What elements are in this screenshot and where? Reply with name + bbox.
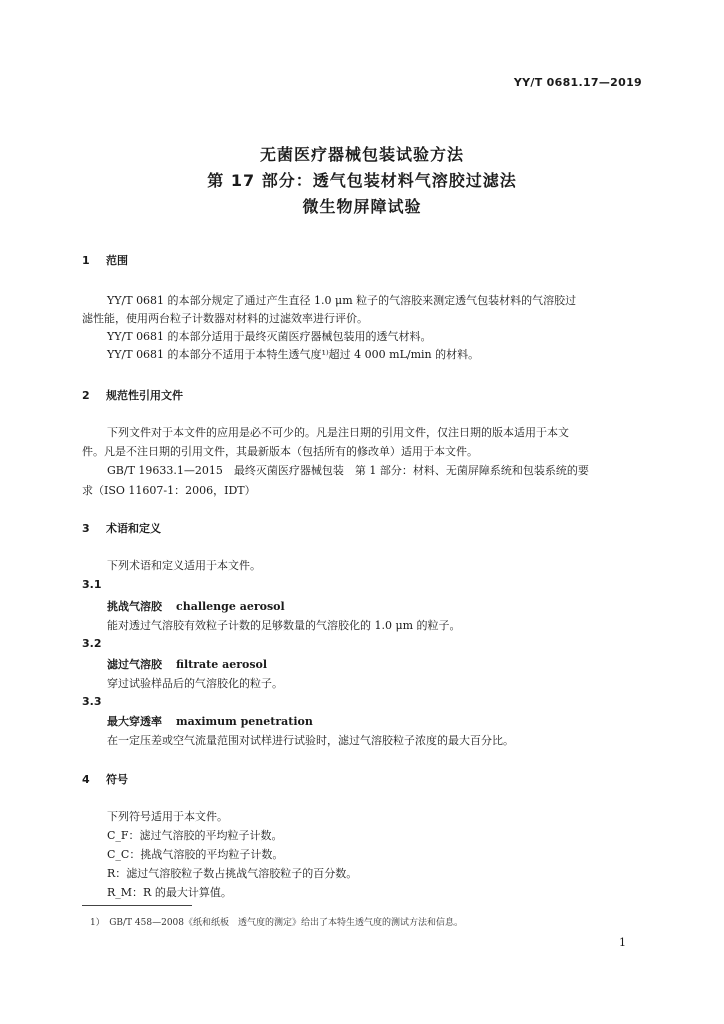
- section-2-paragraph-1a: 下列文件对于本文件的应用是必不可少的。凡是注日期的引用文件，仅注日期的版本适用于本文: [107, 426, 569, 439]
- section-2-number: 2: [82, 389, 90, 402]
- section-4-heading: [82, 771, 128, 787]
- term-title: [107, 598, 285, 614]
- term-en: maximum penetration: [176, 715, 313, 728]
- symbol-item: R：滤过气溶胶粒子数占挑战气溶胶粒子的百分数。: [107, 867, 358, 880]
- section-1-paragraph-1b: 滤性能，使用两台粒子计数器对材料的过滤效率进行评价。: [82, 312, 368, 325]
- section-2-paragraph-1b: 件。凡是不注日期的引用文件，其最新版本（包括所有的修改单）适用于本文件。: [82, 445, 478, 458]
- symbol-item: C_C：挑战气溶胶的平均粒子计数。: [107, 848, 284, 861]
- term-number: 3.1: [82, 578, 102, 591]
- term-title: [107, 713, 313, 729]
- section-4-title: 符号: [106, 773, 128, 786]
- section-3-title: 术语和定义: [106, 522, 161, 535]
- section-3-number: 3: [82, 522, 90, 535]
- section-1-title: 范围: [106, 254, 128, 267]
- symbol-item: R_M：R 的最大计算值。: [107, 886, 232, 899]
- term-definition: 能对透过气溶胶有效粒子计数的足够数量的气溶胶化的 1.0 μm 的粒子。: [107, 619, 461, 632]
- term-number: 3.3: [82, 695, 102, 708]
- section-1-heading: [82, 252, 128, 268]
- term-number: 3.2: [82, 637, 102, 650]
- term-title: [107, 656, 267, 672]
- section-2-reference-b: 求（ISO 11607-1：2006，IDT）: [82, 484, 256, 497]
- section-4-intro: 下列符号适用于本文件。: [107, 810, 228, 823]
- section-1-paragraph-1a: YY/T 0681 的本部分规定了通过产生直径 1.0 μm 粒子的气溶胶来测定透气包装材料的气溶胶过: [107, 294, 577, 307]
- section-3-intro: 下列术语和定义适用于本文件。: [107, 559, 261, 572]
- section-2-heading: [82, 387, 183, 403]
- symbol-item: C_F：滤过气溶胶的平均粒子计数。: [107, 829, 283, 842]
- term-en: challenge aerosol: [176, 600, 285, 613]
- term-definition: 穿过试验样品后的气溶胶化的粒子。: [107, 677, 283, 690]
- section-2-title: 规范性引用文件: [106, 389, 183, 402]
- title-line-3: 微生物屏障试验: [302, 197, 422, 216]
- page-number: 1: [619, 936, 626, 949]
- section-4-number: 4: [82, 773, 90, 786]
- section-1-paragraph-3: YY/T 0681 的本部分不适用于本特生透气度¹⁾超过 4 000 mL/min 的材料。: [107, 348, 480, 361]
- footnote: 1） GB/T 458—2008《纸和纸板 透气度的测定》给出了本特生透气度的测试方法和信息。: [90, 918, 464, 928]
- term-en: filtrate aerosol: [176, 658, 268, 671]
- term-definition: 在一定压差或空气流量范围对试样进行试验时，滤过气溶胶粒子浓度的最大百分比。: [107, 734, 514, 747]
- title-line-2: 第 17 部分：透气包装材料气溶胶过滤法: [207, 171, 517, 190]
- term-cn: 挑战气溶胶: [107, 600, 162, 613]
- standard-code: YY/T 0681.17—2019: [513, 76, 642, 89]
- footnote-rule: [82, 905, 192, 906]
- section-1-paragraph-2: YY/T 0681 的本部分适用于最终灭菌医疗器械包装用的透气材料。: [107, 330, 432, 343]
- term-cn: 滤过气溶胶: [107, 658, 162, 671]
- term-cn: 最大穿透率: [107, 715, 162, 728]
- section-3-heading: [82, 520, 161, 536]
- section-2-reference-a: GB/T 19633.1—2015 最终灭菌医疗器械包装 第 1 部分：材料、无菌屏障系统和包装系统的要: [107, 464, 589, 477]
- title-line-1: 无菌医疗器械包装试验方法: [259, 145, 464, 164]
- section-1-number: 1: [82, 254, 90, 267]
